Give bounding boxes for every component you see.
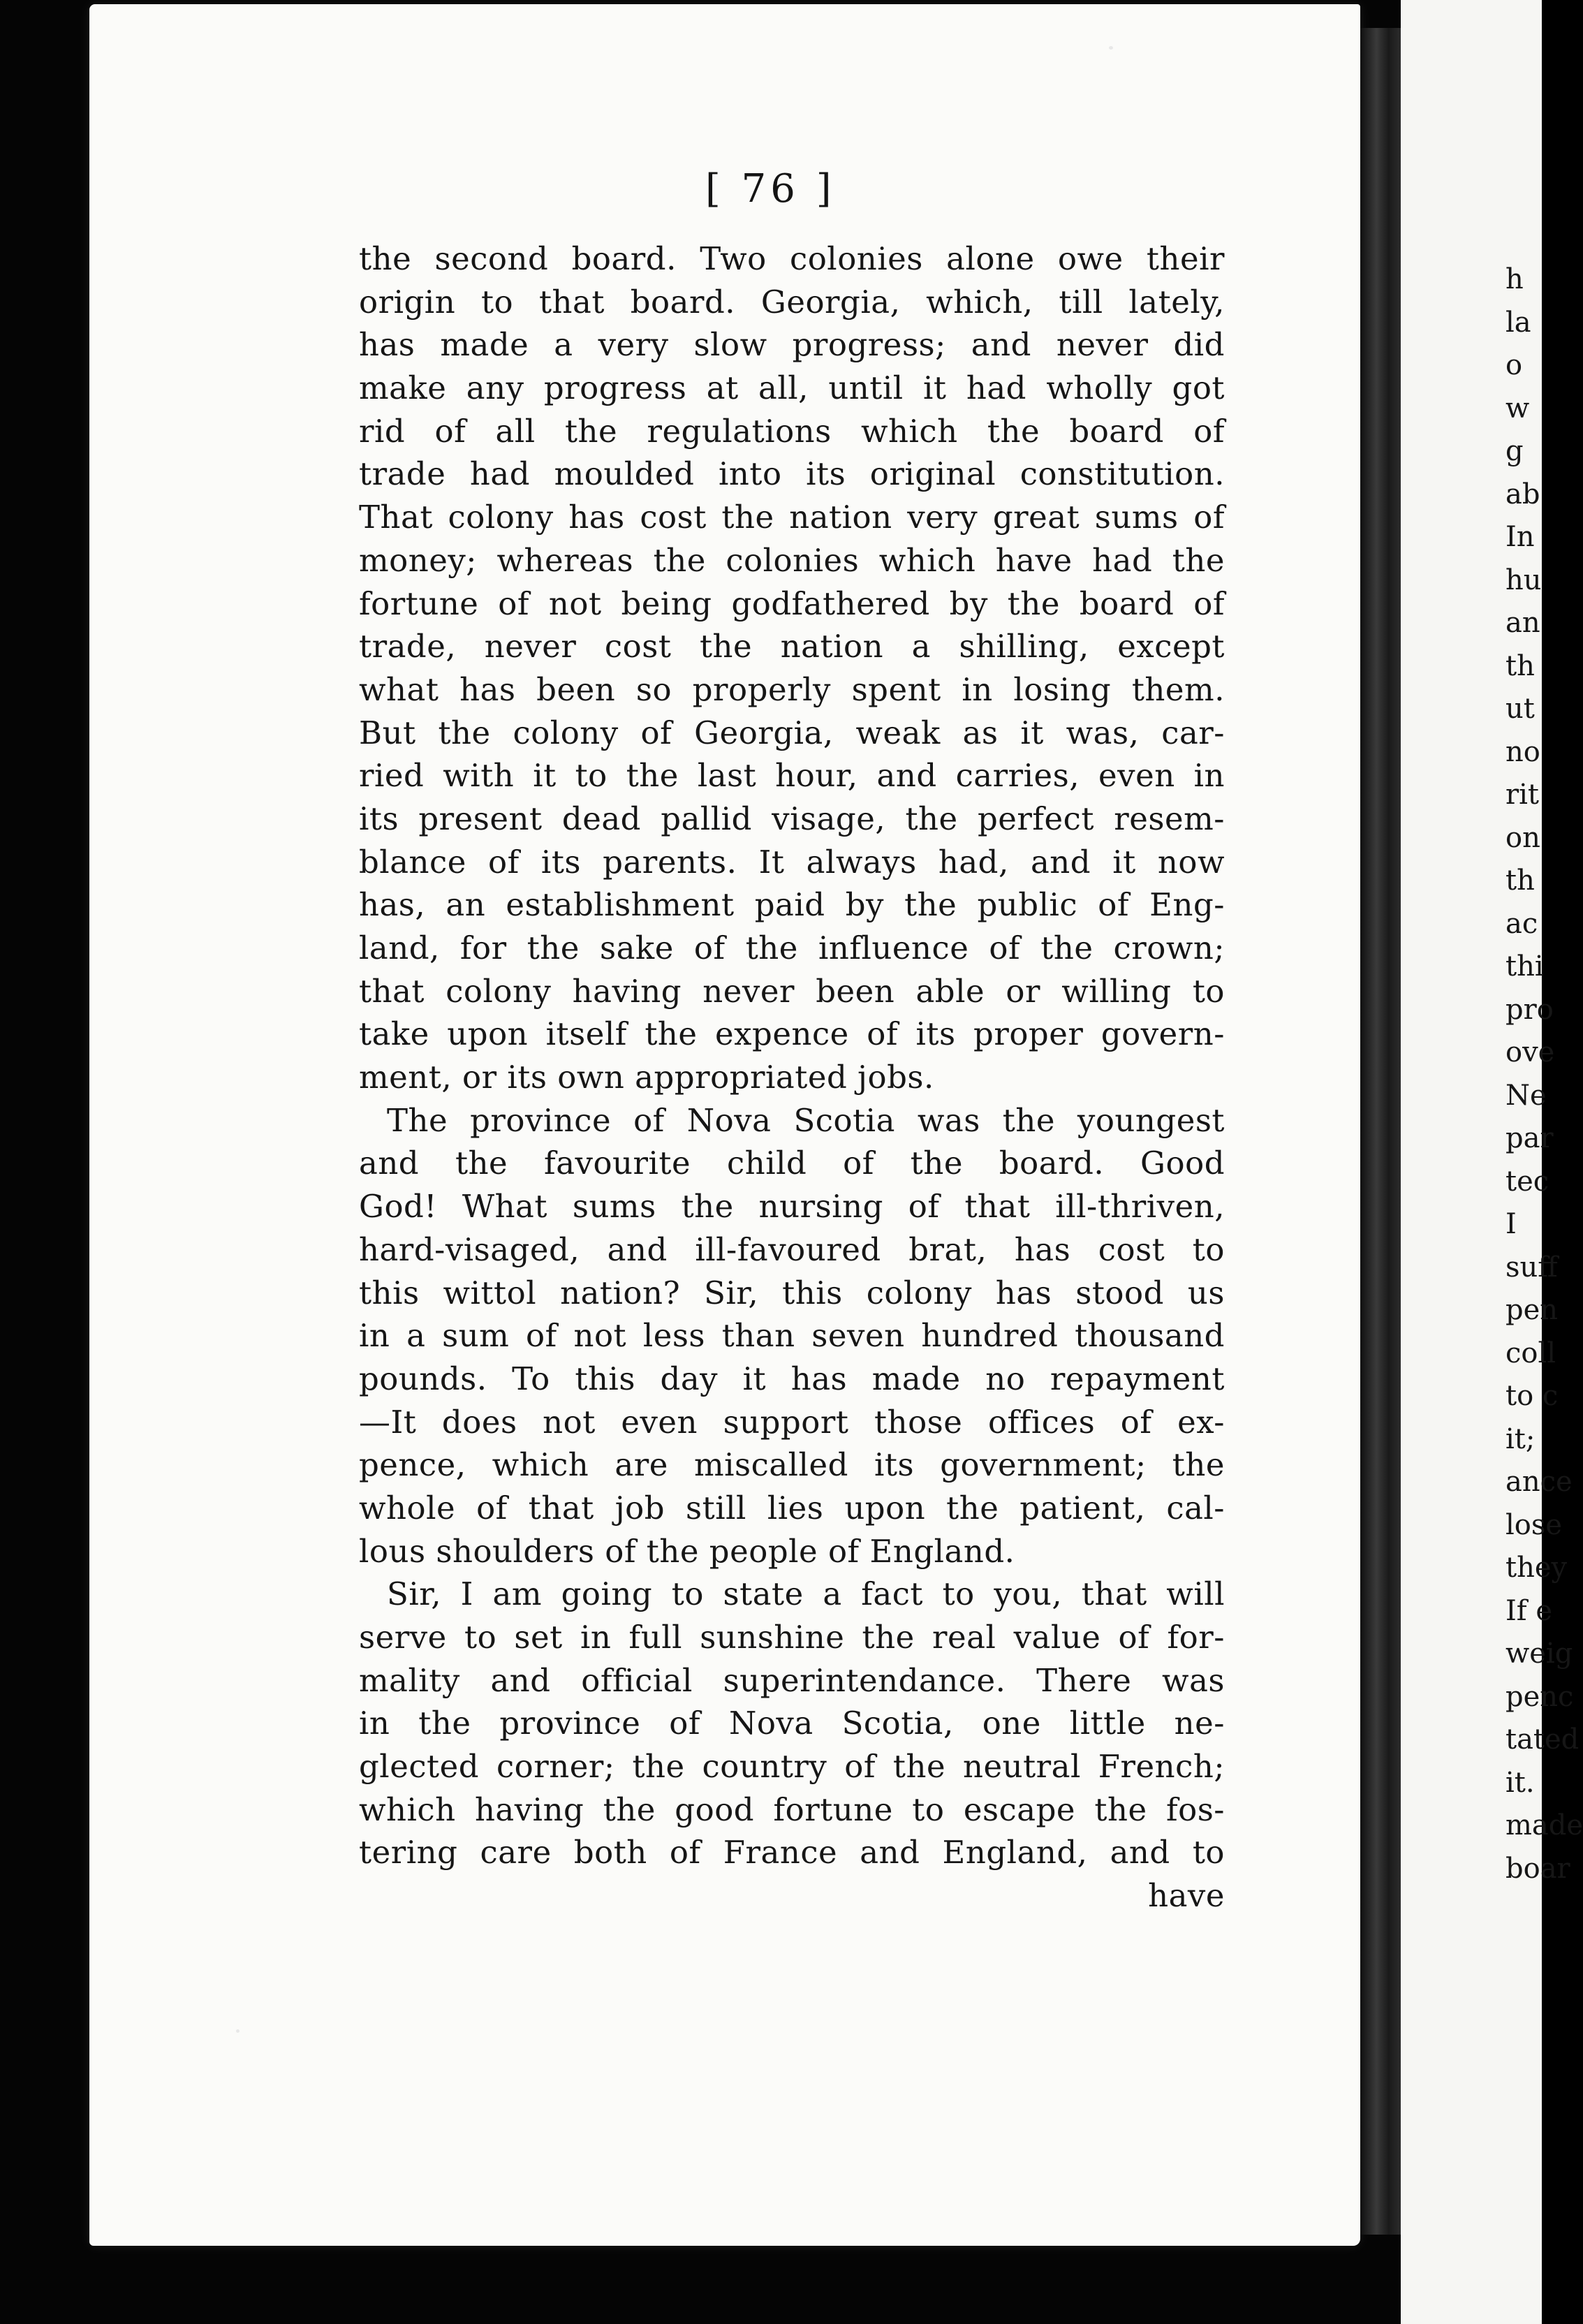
facing-text-line: th	[1505, 649, 1535, 682]
text-line: has, an establishment paid by the public of Eng-	[359, 886, 1225, 924]
facing-text-line: Ne	[1505, 1079, 1547, 1112]
text-line: origin to that board. Georgia, which, till lately,	[359, 283, 1225, 321]
text-line: money; whereas the colonies which have had the	[359, 541, 1225, 579]
facing-text-line: made	[1505, 1809, 1583, 1841]
facing-text-line: on	[1505, 821, 1540, 854]
text-line: —It does not even support those offices of ex-	[359, 1403, 1225, 1441]
text-line: which having the good fortune to escape the fos-	[359, 1790, 1225, 1828]
catchword: have	[1148, 1877, 1225, 1915]
text-line: that colony having never been able or willing to	[359, 972, 1225, 1010]
facing-text-line: h	[1505, 263, 1524, 295]
text-line: But the colony of Georgia, weak as it was, car-	[359, 714, 1225, 751]
facing-text-line: ance	[1505, 1466, 1573, 1498]
body-text	[359, 237, 1225, 1918]
text-line: fortune of not being godfathered by the board of	[359, 584, 1225, 622]
page-number: [ 76 ]	[705, 166, 836, 212]
facing-text-line: penc	[1505, 1680, 1574, 1713]
facing-text-line: o	[1505, 349, 1523, 381]
text-line: trade had moulded into its original constitution.	[359, 455, 1225, 493]
text-line: land, for the sake of the influence of the crown;	[359, 929, 1225, 966]
facing-text-line: it.	[1505, 1766, 1535, 1799]
facing-text-line: lose	[1505, 1508, 1563, 1541]
text-line: trade, never cost the nation a shilling, except	[359, 628, 1225, 665]
text-line: That colony has cost the nation very great sums of	[359, 499, 1225, 536]
text-line: The province of Nova Scotia was the youngest	[387, 1101, 1225, 1139]
text-line: Sir, I am going to state a fact to you, that will	[387, 1575, 1225, 1613]
facing-text-line: they	[1505, 1552, 1568, 1584]
text-line: what has been so properly spent in losing them.	[359, 670, 1225, 708]
facing-text-line: to c	[1505, 1380, 1559, 1412]
text-line: rid of all the regulations which the board of	[359, 412, 1225, 450]
facing-text-line: no	[1505, 735, 1540, 768]
text-line: glected corner; the country of the neutral French;	[359, 1748, 1225, 1786]
text-line: ment, or its own appropriated jobs.	[359, 1059, 934, 1096]
text-line: hard-visaged, and ill-favoured brat, has cost to	[359, 1230, 1225, 1268]
facing-text-line: ab	[1505, 478, 1540, 510]
facing-text-line: thi	[1505, 950, 1544, 983]
facing-text-line: par	[1505, 1122, 1554, 1154]
facing-page	[1401, 0, 1583, 2324]
facing-text-line: ac	[1505, 907, 1538, 940]
facing-text-line: ut	[1505, 693, 1535, 725]
text-line: take upon itself the expence of its proper govern-	[359, 1015, 1225, 1053]
text-line: whole of that job still lies upon the patient, cal-	[359, 1489, 1225, 1527]
text-line: ried with it to the last hour, and carries, even in	[359, 757, 1225, 795]
facing-text-line: tec	[1505, 1165, 1549, 1198]
book-gutter	[1360, 28, 1401, 2235]
facing-text-line: suff	[1505, 1251, 1558, 1284]
facing-text-line: an	[1505, 607, 1540, 639]
text-line: make any progress at all, until it had wholly got	[359, 369, 1225, 407]
facing-text-line: coll	[1505, 1337, 1556, 1369]
facing-text-line: w	[1505, 392, 1530, 425]
facing-text-line: tated	[1505, 1723, 1580, 1756]
text-line: this wittol nation? Sir, this colony has stood us	[359, 1274, 1225, 1311]
text-line: in a sum of not less than seven hundred thousand	[359, 1317, 1225, 1355]
facing-text-line: th	[1505, 865, 1535, 897]
text-line: its present dead pallid visage, the perfect resem-	[359, 800, 1225, 837]
text-line: pounds. To this day it has made no repayment	[359, 1360, 1225, 1397]
text-line: blance of its parents. It always had, and it now	[359, 843, 1225, 881]
text-line: in the province of Nova Scotia, one little ne-	[359, 1705, 1225, 1742]
text-line: and the favourite child of the board. Good	[359, 1145, 1225, 1182]
facing-text-line: I	[1505, 1208, 1517, 1240]
text-line: God! What sums the nursing of that ill-thriven,	[359, 1188, 1225, 1226]
text-line: serve to set in full sunshine the real value of for-	[359, 1619, 1225, 1656]
facing-text-line: la	[1505, 306, 1531, 339]
facing-page-text	[1505, 258, 1583, 1890]
facing-text-line: boar	[1505, 1852, 1570, 1885]
text-line: mality and official superintendance. There was	[359, 1661, 1225, 1699]
text-line: tering care both of France and England, and to	[359, 1834, 1225, 1871]
text-line: pence, which are miscalled its government; the	[359, 1446, 1225, 1484]
text-line: has made a very slow progress; and never did	[359, 326, 1225, 364]
facing-text-line: g	[1505, 435, 1524, 467]
facing-text-line: ove	[1505, 1036, 1555, 1068]
facing-text-line: If e	[1505, 1594, 1552, 1627]
text-line: lous shoulders of the people of England.	[359, 1532, 1015, 1570]
facing-text-line: In	[1505, 521, 1535, 553]
facing-text-line: it;	[1505, 1422, 1536, 1455]
facing-text-line: pro	[1505, 993, 1554, 1026]
facing-text-line: rit	[1505, 779, 1539, 811]
facing-text-line: hu	[1505, 564, 1542, 596]
text-line: the second board. Two colonies alone owe their	[359, 240, 1225, 277]
facing-text-line: weig	[1505, 1638, 1573, 1670]
facing-text-line: pen	[1505, 1294, 1559, 1326]
